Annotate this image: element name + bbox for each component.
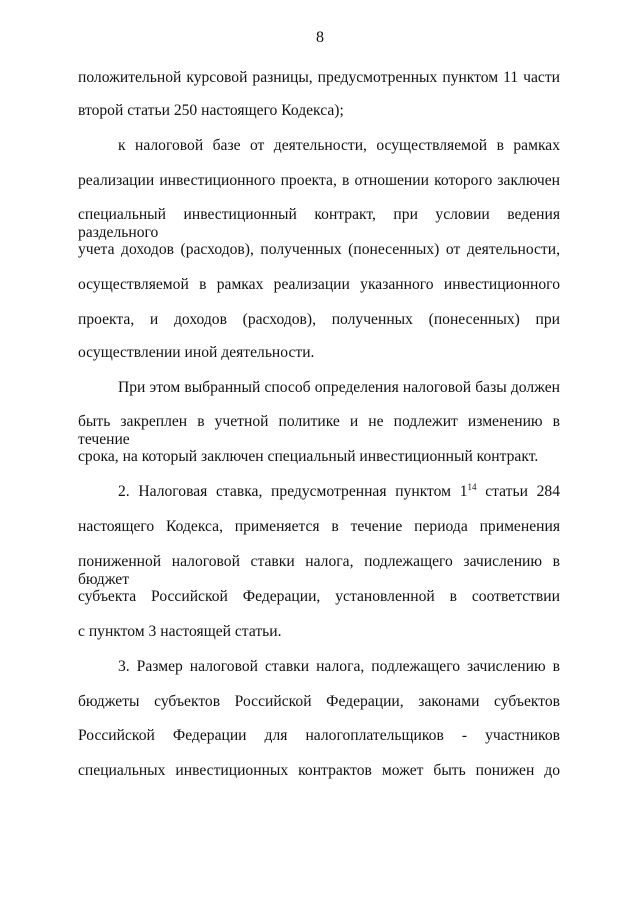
text-line: Российской Федерации для налогоплательщиков - участников	[78, 727, 560, 744]
text-line: пониженной налоговой ставки налога, подлежащего зачислению в бюджет	[78, 553, 560, 588]
superscript: 14	[467, 482, 477, 492]
text-line: специальных инвестиционных контрактов может быть понижен до	[78, 762, 560, 779]
text-line: реализации инвестиционного проекта, в отношении которого заключен	[78, 172, 560, 189]
text-line: бюджеты субъектов Российской Федерации, законами субъектов	[78, 693, 560, 710]
text-line: 3. Размер налоговой ставки налога, подлежащего зачислению в	[118, 658, 560, 675]
text-line: второй статьи 250 настоящего Кодекса);	[78, 102, 344, 119]
text-line: срока, на который заключен специальный инвестиционный контракт.	[78, 448, 539, 465]
text-line: осуществляемой в рамках реализации указанного инвестиционного	[78, 276, 560, 293]
page-number: 8	[316, 29, 324, 46]
text-line: с пунктом 3 настоящей статьи.	[78, 623, 282, 640]
text-line: учета доходов (расходов), полученных (понесенных) от деятельности,	[78, 241, 560, 258]
text-line: положительной курсовой разницы, предусмотренных пунктом 11 части	[78, 69, 560, 86]
text-line: специальный инвестиционный контракт, при условии ведения раздельного	[78, 206, 560, 241]
text-line: При этом выбранный способ определения налоговой базы должен	[118, 379, 560, 396]
text-line: к налоговой базе от деятельности, осуществляемой в рамках	[118, 137, 560, 154]
text-line: осуществлении иной деятельности.	[78, 344, 315, 361]
text-line: субъекта Российской Федерации, установленной в соответствии	[78, 588, 560, 605]
text-segment: 2. Налоговая ставка, предусмотренная пунктом 1	[118, 483, 468, 500]
text-line: проекта, и доходов (расходов), полученных (понесенных) при	[78, 311, 560, 328]
text-line: настоящего Кодекса, применяется в течение периода применения	[78, 518, 560, 535]
text-segment: статьи 284	[485, 483, 560, 500]
text-line	[118, 483, 560, 501]
text-line: быть закреплен в учетной политике и не подлежит изменению в течение	[78, 413, 560, 448]
